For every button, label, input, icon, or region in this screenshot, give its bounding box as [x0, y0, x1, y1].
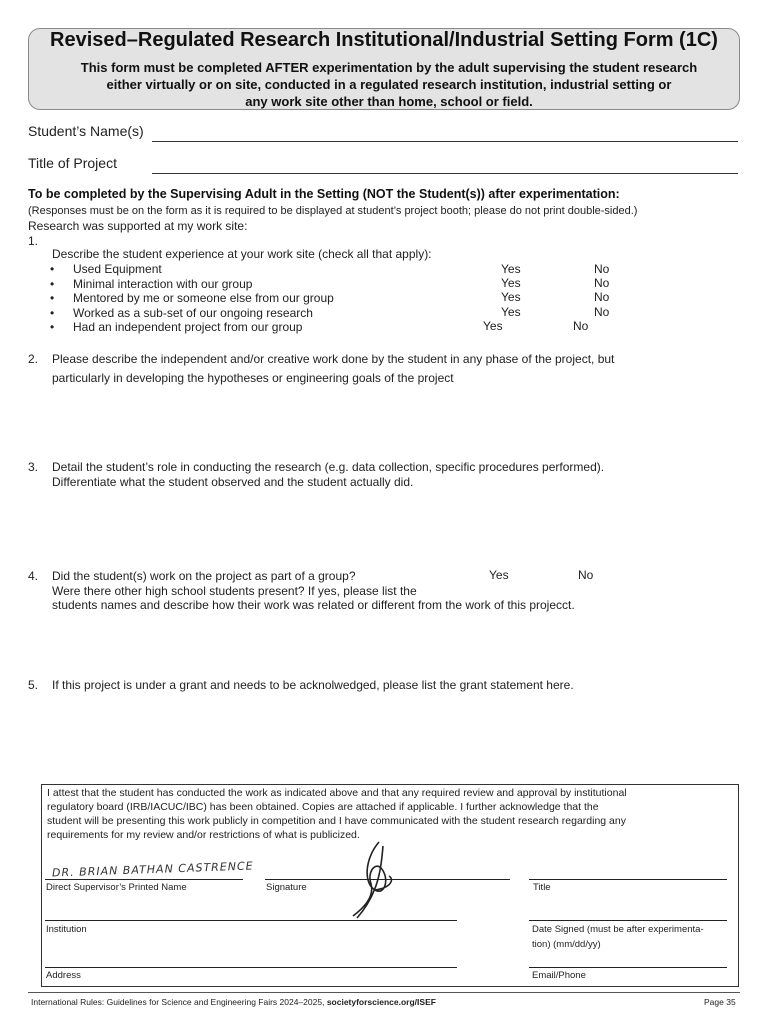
q1-bullet: •: [50, 306, 55, 320]
email-phone-line[interactable]: [529, 967, 727, 968]
form-subtitle: [69, 59, 709, 110]
page-number: Page 35: [704, 997, 736, 1007]
title-label: Title: [533, 882, 551, 893]
q1-bullet: •: [50, 277, 55, 291]
project-title-label: Title of Project: [28, 155, 117, 171]
form-title: Revised–Regulated Research Institutional/Industrial Setting Form (1C): [50, 29, 718, 51]
q1-item-label: Used Equipment: [73, 262, 162, 276]
q1-item-yes[interactable]: Yes: [483, 319, 503, 333]
supervisor-name-handwritten[interactable]: DR. BRIAN BATHAN CASTRENCE: [51, 859, 254, 880]
q5-number: 5.: [28, 678, 39, 692]
q1-item-label: Minimal interaction with our group: [73, 277, 253, 291]
footer-divider: [28, 992, 740, 993]
q1-item-yes[interactable]: Yes: [501, 276, 521, 290]
q1-number: 1.: [28, 234, 39, 248]
support-line: Research was supported at my work site:: [28, 219, 248, 233]
q1-item-label: Mentored by me or someone else from our group: [73, 291, 334, 305]
email-phone-label: Email/Phone: [532, 970, 586, 981]
q4-number: 4.: [28, 569, 39, 583]
instructions-heading: To be completed by the Supervising Adult in the Setting (NOT the Student(s)) after experimentation:: [28, 187, 620, 201]
q1-item-no[interactable]: No: [594, 276, 610, 290]
q1-bullet: •: [50, 320, 55, 334]
instructions-note: (Responses must be on the form as it is required to be displayed at student’s project booth; please do not print double-sided.): [28, 205, 638, 217]
q4-line-3: students names and describe how their work was related or different from the work of this projecct.: [52, 598, 575, 612]
subtitle-line-3: any work site other than home, school or field.: [245, 94, 533, 109]
printed-name-label: Direct Supervisor’s Printed Name: [46, 882, 187, 893]
q4-line-1: Did the student(s) work on the project as part of a group?: [52, 569, 356, 583]
address-line[interactable]: [45, 967, 457, 968]
form-header: [28, 28, 740, 110]
q2-line-1: Please describe the independent and/or creative work done by the student in any phase of the project, but: [52, 352, 615, 366]
q1-item-yes[interactable]: Yes: [501, 290, 521, 304]
institution-label: Institution: [46, 924, 87, 935]
attestation-line-1: I attest that the student has conducted the work as indicated above and that any required review and approval by institutional: [47, 787, 627, 799]
attestation-line-4: requirements for my review and/or restrictions of what is publicized.: [47, 829, 360, 841]
q1-bullet: •: [50, 262, 55, 276]
q3-line-2: Differentiate what the student observed and the student actually did.: [52, 475, 414, 489]
signature-label: Signature: [266, 882, 307, 893]
project-title-field[interactable]: [152, 173, 738, 174]
q1-item-yes[interactable]: Yes: [501, 262, 521, 276]
footer-link[interactable]: societyforscience.org/ISEF: [326, 997, 436, 1007]
signature-line[interactable]: [265, 879, 510, 880]
q2-line-2: particularly in developing the hypotheses or engineering goals of the project: [52, 371, 454, 385]
address-label: Address: [46, 970, 81, 981]
attestation-line-3: student will be presenting this work publicly in competition and I have communicated with the student research regarding any: [47, 815, 626, 827]
q4-yes[interactable]: Yes: [489, 568, 509, 582]
students-name-label: Student’s Name(s): [28, 123, 144, 139]
footer-left: [31, 997, 436, 1007]
q2-number: 2.: [28, 352, 39, 366]
q3-number: 3.: [28, 460, 39, 474]
title-line[interactable]: [529, 879, 727, 880]
q1-item-no[interactable]: No: [594, 305, 610, 319]
q1-item-label: Worked as a sub-set of our ongoing research: [73, 306, 313, 320]
attestation-line-2: regulatory board (IRB/IACUC/IBC) has been obtained. Copies are attached if applicable. I further acknowledge that the: [47, 801, 599, 813]
printed-name-line[interactable]: [45, 879, 243, 880]
q1-item-no[interactable]: No: [594, 262, 610, 276]
q4-line-2: Were there other high school students present? If yes, please list the: [52, 584, 417, 598]
date-signed-line[interactable]: [529, 920, 727, 921]
q3-line-1: Detail the student’s role in conducting the research (e.g. data collection, specific procedures performed).: [52, 460, 605, 474]
q1-item-no[interactable]: No: [594, 290, 610, 304]
q1-bullet: •: [50, 291, 55, 305]
attestation-text: [47, 786, 627, 842]
q1-text: Describe the student experience at your work site (check all that apply):: [52, 247, 432, 261]
date-signed-label-1: Date Signed (must be after experimenta-: [532, 924, 704, 935]
q1-item-yes[interactable]: Yes: [501, 305, 521, 319]
students-name-field[interactable]: [152, 141, 738, 142]
q1-item-no[interactable]: No: [573, 319, 589, 333]
q5-text: If this project is under a grant and needs to be acknolwedged, please list the grant statement here.: [52, 678, 574, 692]
institution-line[interactable]: [45, 920, 457, 921]
q4-no[interactable]: No: [578, 568, 594, 582]
q1-item-label: Had an independent project from our group: [73, 320, 303, 334]
footer-guidelines-text: International Rules: Guidelines for Science and Engineering Fairs 2024–2025,: [31, 997, 327, 1007]
subtitle-line-1: This form must be completed AFTER experimentation by the adult supervising the student research: [80, 60, 698, 75]
subtitle-line-2: either virtually or on site, conducted in a regulated research institution, industrial setting or: [106, 77, 672, 92]
date-signed-label-2: tion) (mm/dd/yy): [532, 939, 601, 950]
